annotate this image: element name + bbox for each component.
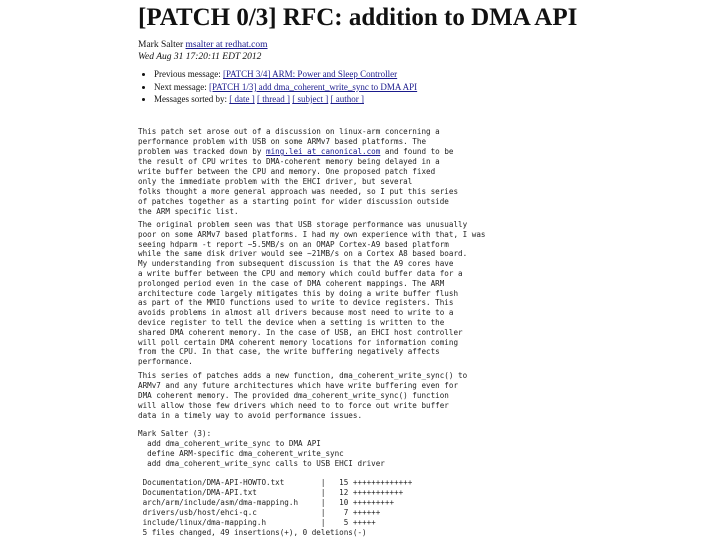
sort-by-date-link[interactable]: [ date ] bbox=[229, 94, 255, 104]
next-message-link[interactable]: [PATCH 1/3] add dma_coherent_write_sync to DMA API bbox=[208, 81, 418, 92]
previous-message-item bbox=[154, 68, 417, 81]
message-navigation bbox=[138, 68, 417, 106]
author-line bbox=[138, 40, 268, 50]
next-label: Next message: bbox=[154, 81, 207, 92]
sort-by-thread-link[interactable]: [ thread ] bbox=[256, 94, 290, 104]
sort-by-author-link[interactable]: [ author ] bbox=[330, 94, 364, 104]
body-paragraph-3: This series of patches adds a new function, dma_coherent_write_sync() to ARMv7 and any future architectures which have write buffering even for DMA coherent memory. The provided dma_coherent_write_sync() function will allow those few drivers which need to to force out write buffer data in a timely way to avoid performance issues. bbox=[138, 371, 468, 420]
sort-by-subject-link[interactable]: [ subject ] bbox=[292, 94, 329, 104]
author-name: Mark Salter bbox=[138, 40, 184, 50]
body-paragraph-1 bbox=[138, 127, 458, 217]
body-text: and found to be the result of CPU writes to DMA-coherent memory being delayed in a write buffer between the CPU and memory. One proposed patch fixed only the immediate problem with the EHCI driver, but several folks thought a more general approach was needed, so I put this series of patches together as a starting point for wider discussion outside the ARM specific list. bbox=[138, 147, 459, 216]
patch-summary: Mark Salter (3): add dma_coherent_write_sync to DMA API define ARM-specific dma_coherent_write_sync add dma_coherent_write_sync calls to USB EHCI driver bbox=[138, 429, 385, 468]
previous-message-link[interactable]: [PATCH 3/4] ARM: Power and Sleep Controller bbox=[223, 69, 398, 79]
body-text: This patch set arose out of a discussion on linux-arm concerning a performance problem with USB on some ARMv7 based platforms. The problem was tracked down by bbox=[138, 127, 440, 156]
next-message-item bbox=[154, 81, 417, 94]
email-link[interactable]: ming.lei at canonical.com bbox=[266, 147, 381, 156]
sorted-label: Messages sorted by: bbox=[154, 94, 227, 104]
author-email-link[interactable]: msalter at redhat.com bbox=[185, 40, 268, 50]
body-paragraph-2: The original problem seen was that USB storage performance was unusually poor on some ARMv7 based platforms. I had my own experience with that, I was seeing hdparm -t report ~5.5MB/s on an OMAP Cortex-A9 based platform while the same disk driver would see ~21MB/s on a Cortex A8 based board. My understanding from subsequent discussion is that the A9 cores have a write buffer between the CPU and memory which could buffer data for a prolonged period even in the case of DMA coherent mappings. The ARM architecture code largely mitigates this by doing a write buffer flush as part of the MMIO functions used to write to device registers. This avoids problems in almost all drivers because most need to write to a device register to tell the device when a setting is written to the shared DMA coherent memory. In the case of USB, an EHCI host controller will poll certain DMA coherent memory locations for information coming from the CPU. In that case, the write buffering negatively affects performance. bbox=[138, 220, 486, 367]
diffstat: Documentation/DMA-API-HOWTO.txt | 15 +++++++++++++ Documentation/DMA-API.txt | 12 +++++++++++ arch/arm/include/asm/dma-mapping.h | 10 +++++++++ drivers/usb/host/ehci-q.c | 7 ++++++ include/linux/dma-mapping.h | 5 +++++ 5 files changed, 49 insertions(+), 0 deletions(-) bbox=[142, 478, 413, 537]
message-date: Wed Aug 31 17:20:11 EDT 2012 bbox=[138, 52, 262, 62]
page-title: [PATCH 0/3] RFC: addition to DMA API bbox=[138, 4, 578, 31]
sort-item bbox=[154, 93, 417, 106]
previous-label: Previous message: bbox=[154, 69, 221, 79]
